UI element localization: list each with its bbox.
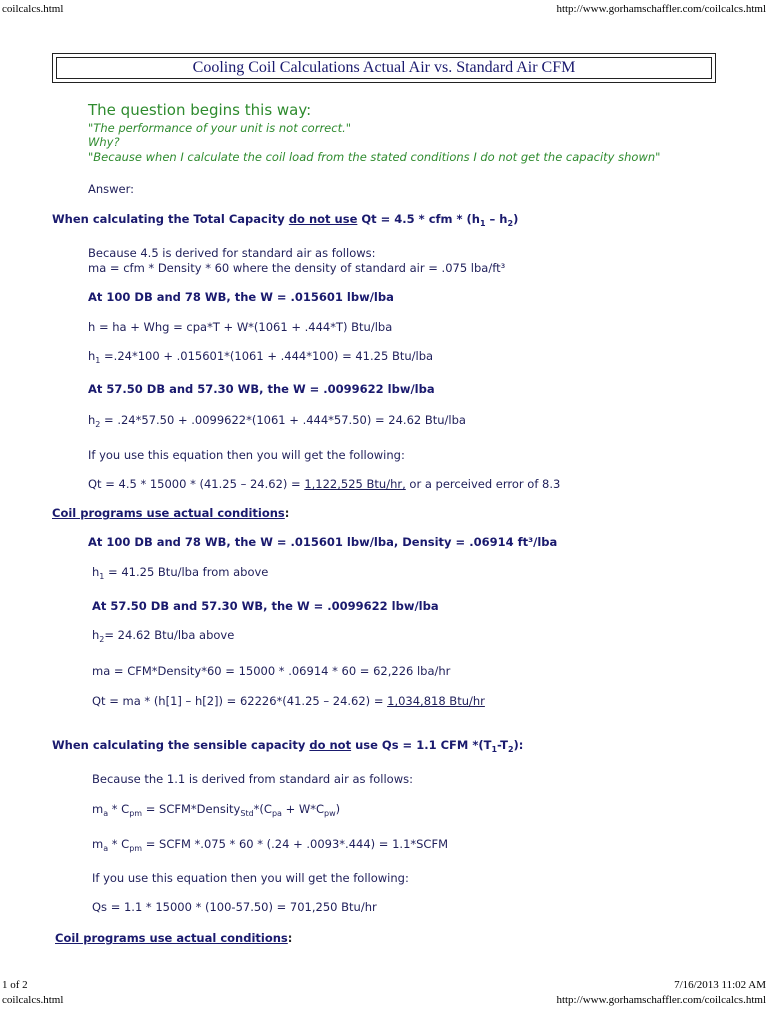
actual-conditions-heading-2: Coil programs use actual conditions: — [55, 931, 293, 945]
footer-url[interactable]: http://www.gorhamschaffler.com/coilcalcs.html — [556, 994, 766, 1006]
h1-calc: $h_1 =.24*100 + .015601*(1061 + .444*100) = 41.25$ Btu/lba — [88, 349, 434, 365]
condition-57db: At 57.50 DB and 57.30 WB, the W = .0099622 lbw/lba — [88, 382, 435, 396]
qs-standard-calc: Qs = 1.1 * 15000 * (100-57.50) = 701,250 Btu/hr — [92, 900, 377, 914]
title-box — [52, 53, 716, 83]
condition-100db: At 100 DB and 78 WB, the W = .015601 lbw/lba — [88, 290, 394, 304]
header-filename: coilcalcs.html — [2, 3, 64, 15]
intro-heading: The question begins this way: — [88, 101, 312, 119]
intro-quote-2: "Because when I calculate the coil load from the stated conditions I do not get the capacity shown" — [88, 150, 661, 164]
ma-cpm-formula: $m_a * C_{pm}$ = $SCFM*Density_{Std}*(C_{pa} + W*C_{pw})$ — [92, 802, 341, 818]
sensible-standard-note: Because the 1.1 is derived from standard air as follows: — [92, 772, 413, 786]
ma-density-line: ma = cfm * Density * 60 where the density of standard air = .075 lba/ft³ — [88, 261, 506, 275]
page-title: Cooling Coil Calculations Actual Air vs. Standard Air CFM — [192, 59, 576, 76]
actual-condition-100db: At 100 DB and 78 WB, the W = .015601 lbw/lba, Density = .06914 ft³/lba — [88, 535, 558, 549]
intro-why: Why? — [88, 135, 120, 149]
sensible-if-you-use: If you use this equation then you will get the following: — [92, 871, 409, 885]
total-capacity-heading: When calculating the Total Capacity do not use Qt = 4.5 * cfm * $(h_1 - h_2)$ — [52, 212, 519, 228]
footer-date: 7/16/2013 11:02 AM — [674, 979, 766, 991]
enthalpy-formula: h = ha + Whg = cpa*T + W*(1061 + .444*T) Btu/lba — [88, 320, 393, 334]
actual-qt-calc: Qt = ma * (h[1] – h[2]) = 62226*(41.25 – 24.62) = 1,034,818 Btu/hr — [92, 694, 485, 708]
intro-quote-1: "The performance of your unit is not correct." — [88, 121, 352, 135]
standard-air-note: Because 4.5 is derived for standard air as follows: — [88, 246, 376, 260]
ma-cpm-calc: $m_a * C_{pm}$ = SCFM *.075 * 60 * (.24 + .0093*.444) = 1.1*SCFM — [92, 837, 448, 853]
actual-h1: $h_1 = 41.25$ Btu/lba from above — [92, 565, 269, 581]
footer-filename: coilcalcs.html — [2, 994, 64, 1006]
actual-condition-57db: At 57.50 DB and 57.30 WB, the W = .0099622 lbw/lba — [92, 599, 439, 613]
actual-ma-calc: ma = CFM*Density*60 = 15000 * .06914 * 60 = 62,226 lba/hr — [92, 664, 451, 678]
h2-calc: $h_2 = .24*57.50 + .0099622*(1061 + .444*57.50) = 24.62$ Btu/lba — [88, 413, 466, 429]
footer-page-number: 1 of 2 — [2, 979, 28, 991]
if-you-use-note: If you use this equation then you will get the following: — [88, 448, 405, 462]
sensible-capacity-heading: When calculating the sensible capacity do not use Qs = 1.1 CFM $*(T_1-T_2)$: — [52, 738, 524, 754]
qt-standard-calc: Qt = 4.5 * 15000 * (41.25 – 24.62) = 1,122,525 Btu/hr, or a perceived error of 8.3 — [88, 477, 561, 491]
answer-label: Answer: — [88, 182, 135, 196]
actual-conditions-heading: Coil programs use actual conditions: — [52, 506, 290, 520]
actual-h2: $h_2= 24.62$ Btu/lba above — [92, 628, 235, 644]
header-url[interactable]: http://www.gorhamschaffler.com/coilcalcs.html — [556, 3, 766, 15]
